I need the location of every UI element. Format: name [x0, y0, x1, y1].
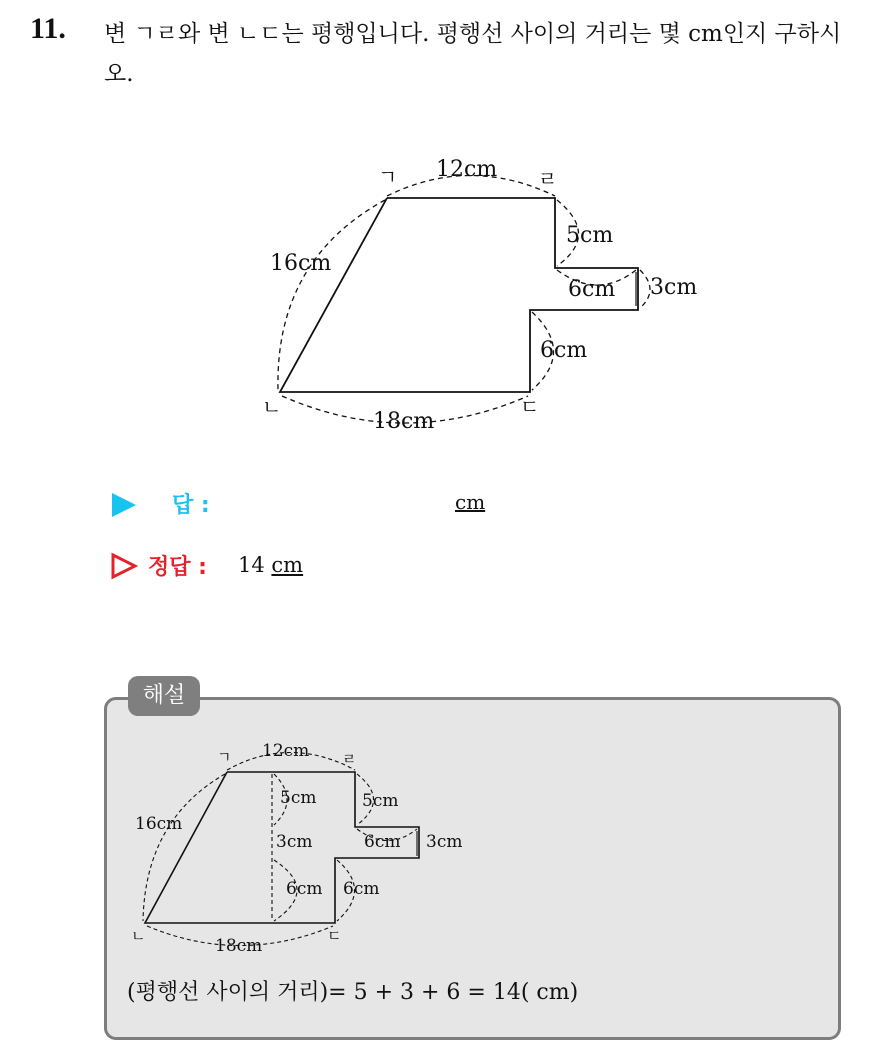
sol-vertex-c: ㄴ — [131, 927, 146, 945]
sol-label-r3: 3cm — [426, 832, 463, 852]
solution-tag: 해설 — [128, 676, 200, 716]
key-value: 14 — [238, 553, 265, 577]
sol-label-r4: 6cm — [343, 879, 380, 899]
sol-vertex-b: ㄹ — [342, 750, 357, 768]
sol-label-in5: 5cm — [280, 788, 317, 808]
question-number: 11. — [30, 12, 66, 45]
label-top: 12cm — [436, 157, 498, 182]
vertex-d: ㄷ — [520, 395, 540, 419]
question-text: 변 ㄱㄹ와 변 ㄴㄷ는 평행입니다. 평행선 사이의 거리는 몇 cm인지 구하시오. — [104, 21, 842, 87]
sol-label-r1: 5cm — [362, 791, 399, 811]
sol-label-r2: 6cm — [364, 832, 401, 852]
sol-label-left: 16cm — [135, 814, 183, 834]
sol-dash-left — [143, 774, 225, 921]
label-r3: 3cm — [650, 275, 698, 300]
answer-unit: cm — [455, 490, 486, 514]
key-unit: cm — [271, 553, 304, 577]
key-label: 정답 : — [148, 555, 207, 580]
sol-label-in3: 3cm — [276, 832, 313, 852]
vertex-c: ㄴ — [262, 395, 282, 419]
sol-label-bottom: 18cm — [215, 936, 263, 956]
label-left: 16cm — [270, 251, 332, 276]
label-r2: 6cm — [568, 277, 616, 302]
sol-vertex-d: ㄷ — [327, 927, 342, 945]
label-bottom: 18cm — [373, 409, 435, 434]
label-r4: 6cm — [540, 338, 588, 363]
answer-label: 답 : — [172, 493, 210, 518]
label-r1: 5cm — [566, 223, 614, 248]
vertex-b: ㄹ — [538, 167, 558, 191]
vertex-a: ㄱ — [378, 165, 398, 189]
sol-label-in6: 6cm — [286, 879, 323, 899]
solution-formula: (평행선 사이의 거리)= 5 + 3 + 6 = 14( cm) — [127, 980, 579, 1005]
sol-label-top: 12cm — [262, 741, 310, 761]
sol-vertex-a: ㄱ — [217, 748, 232, 766]
